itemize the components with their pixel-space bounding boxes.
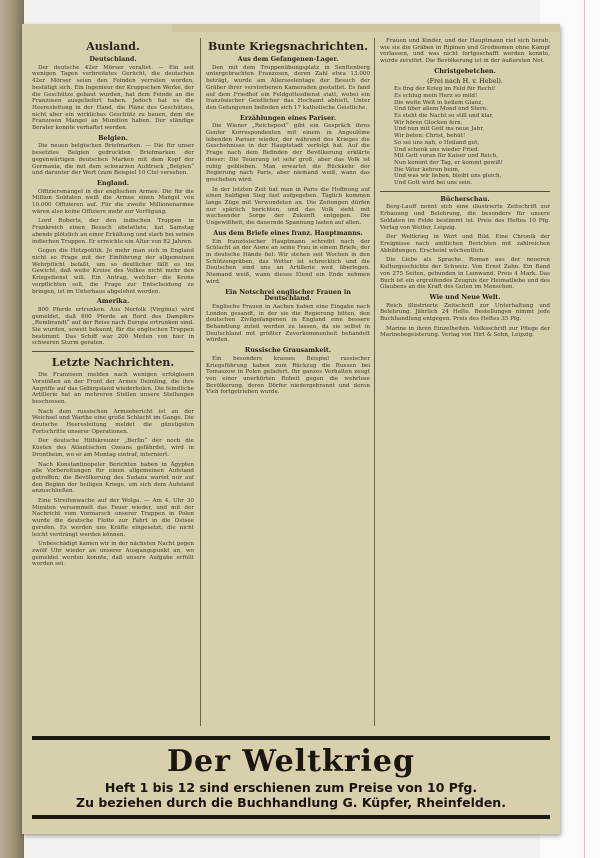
column-divider xyxy=(200,38,201,726)
poem-line: Mit Gott voran für Kaiser und Reich, xyxy=(394,153,499,160)
article-title: Ein Notschrei englischer Frauen in Deutschland. xyxy=(225,287,351,303)
poem-line: Es steht die Nacht so still und klar, xyxy=(394,113,494,120)
book-spine xyxy=(0,0,24,858)
banner-rule xyxy=(32,736,550,740)
article-paragraph: Der deutsche 42er Mörser veraltet. — Ein seit wenigen Tagen verbreitetes Gerücht, die deutschen 42er Mörser seien den Feinden verraten worden, bestätigt sich. Ein Ingenieur der Kruppschen Werke, der die Geschütze gebaut wurden, hat dem Feinde an die Franzosen ausgeliefert haben. Jedoch hat es die Heeresleitung in der Hand, die Pläne des Geschützes, nicht aber ein wirkliches Geschütz zu bauen, dem die Franzosen Mangel an Munition haben. Der ständige Berater konnte verhaftet werden. xyxy=(32,64,194,132)
article-title: Erzählungen eines Pariser. xyxy=(239,113,337,122)
poem-line: Die Väter kehren heim, xyxy=(394,166,460,173)
article-title: Aus dem Briefe eines franz. Hauptmanns. xyxy=(213,228,363,237)
article-paragraph: Gegen die Hetzpolitik. Je mehr man sich in England nicht so Frage mit der Einführung der allgemeinen Wehrpflicht befaßt, um so deutlicher fällt es ins Gewicht, daß weite Kreise des Volkes nicht mehr den Kriegsdienst will. Ein Antrag, welcher die Krone verpflichten soll, die Frage zur Entscheidung zu bringen, ist im Unterhaus abgelehnt worden. xyxy=(32,248,194,295)
review-paragraph: Die Liebe als Sprache. Roman aus der neueren Kulturgeschichte der Schweiz. Von Ernst Zahn. Ein Band von 275 Seiten, gebunden in Leinwand. Preis 4 Mark. Das Buch ist ein ergreifendes Zeugnis der Heimatliebe und des Glaubens an die Kraft des Guten im Menschen. xyxy=(380,257,550,291)
article-paragraph: Den mit dem Truppenübungsplatz in Senftenberg untergebrachten Franzosen, deren Zahl etwa 13.000 beträgt, wurde am Allerseelentage der Besuch der Gräber ihrer verstorbenen Kameraden gestattet. Es fand auf dem Friedhof ein Feldgottesdienst statt, wobei ein französischer Geistlicher das Hochamt abhielt. Unter den Gefangenen befinden sich 17 katholische Geistliche. xyxy=(206,64,370,111)
section-heading: Bunte Kriegsnachrichten. xyxy=(207,40,368,53)
poem-author: (Frei nach H. v. Hebel). xyxy=(427,76,503,85)
banner-title: Der Weltkrieg xyxy=(167,744,415,779)
article-paragraph: Die neuen belgischen Briefmarken. — Die für unser besetztes Belgien gedruckten Briefmarken der gegenwärtigen deutschen Marken mit dem Kopf der Germania, die mit dem schwarzen Aufdruck „Belgien“ und darunter der Wert (zum Beispiel 10 Cts) versehen. xyxy=(32,143,194,177)
review-paragraph: Reich illustrierte Zeitschrift zur Unterhaltung und Belehrung. Jährlich 24 Hefte. Bestellungen nimmt jede Buchhandlung entgegen. Preis des Heftes 35 Pfg. xyxy=(380,302,550,323)
article-paragraph: Ein französischer Hauptmann schreibt nach der Schlacht an der Aisne an seine Frau in einem Briefe, der in deutsche Hände fiel: Wir stehen seit Wochen in den Schützengräben, das Wetter ist schrecklich und die Deutschen sind uns an Artillerie weit überlegen. Niemand weiß, wann dieses Elend ein Ende nehmen wird. xyxy=(206,238,370,285)
poem-line: Wir beten: Christ, behüt! xyxy=(394,133,466,140)
article-title: Amerika. xyxy=(96,297,130,306)
magazine-heading: Wie und Neue Welt. xyxy=(429,292,501,301)
article-title: Aus dem Gefangenen-Lager. xyxy=(237,55,339,63)
poem-line: Und nun mit Gott ins neue Jahr, xyxy=(394,126,485,133)
column-divider xyxy=(374,38,375,726)
article-paragraph: Englische Frauen in Aachen haben eine Eingabe nach London gesandt, in der sie die Regierung bitten, den deutschen Zivilgefangenen in England eine bessere Behandlung zuteil werden zu lassen, da sie selbst in Deutschland mit größter Zuvorkommenheit behandelt würden. xyxy=(206,303,370,344)
advertisement-banner xyxy=(32,736,550,828)
news-paragraph: Die Franzosen melden nach wenigen erfolglosen Vorstößen an der Front der Armee Deimling, die ihre Angriffe auf das Gebirgsland wiederholen. Die feindliche Artillerie hat an mehreren Stellen unsere Stellungen beschossen. xyxy=(32,372,194,405)
divider xyxy=(380,191,550,192)
article-title: Russische Grausamkeit. xyxy=(244,346,332,355)
column-bunte xyxy=(206,38,370,399)
article-paragraph: Frauen und Kinder, und der Hauptmann rief sich herab, wie sie die Gräben in Ripinen und Grodnomen ohne Kampf verlassen, und was nicht fortgeschafft werden konnte, wurde zerstört. Die Bevölkerung ist in der äußersten Not. xyxy=(380,38,550,65)
review-paragraph: Berg-Lauff nennt sich eine illustrierte Zeitschrift zur Erbauung und Belehrung, die besonders für unsere Soldaten im Felde bestimmt ist. Preis des Heftes 10 Pfg. Verlag von Wetter, Leipzig. xyxy=(380,204,550,231)
poem-line: Wir hören Glocken fern. xyxy=(394,119,463,126)
banner-line-1: Heft 1 bis 12 sind erschienen zum Preise von 10 Pfg. xyxy=(104,780,478,795)
banner-rule xyxy=(32,815,550,819)
column-right xyxy=(380,38,550,342)
news-paragraph: Nach Konstantinopeler Berichten haben in Ägypten alle Vorbereitungen für einen allgemeinen Aufstand getroffen; die Bevölkerung des Sudans wartet nur auf den Beginn der heiligen Kriege, um sich dem Aufstand anzuschließen. xyxy=(32,461,194,495)
poem-line: Und schenk uns wieder Fried. xyxy=(394,146,480,153)
section-heading: Ausland. xyxy=(86,40,140,53)
book-review-heading: Bücherschau. xyxy=(440,194,490,203)
column-ausland xyxy=(32,38,194,571)
review-paragraph: Marine in ihren Einzelheiten. Volksschrift zur Pflege der Marinebegeisterung. Verlag von Hirt & Sohn, Leipzig. xyxy=(380,325,550,339)
news-paragraph: Nach dem russischen Armeebericht ist an der Weichsel und Warthe eine große Schlacht im Gange. Die deutsche Heeresleitung meldet die günstigsten Fortschritte unserer Operationen. xyxy=(32,408,194,435)
news-paragraph: Der deutsche Hilfskreuzer „Berlin“ der noch die Küsten des Atlantischen Ozeans gefährdet, wird in Drontheim, wo er am Montag eintraf, interniert. xyxy=(32,438,194,458)
banner-line-2: Zu beziehen durch die Buchhandlung G. Küpfer, Rheinfelden. xyxy=(76,795,506,810)
news-paragraph: Unbeschädigt kamen wir in der nächsten Nacht gegen zwölf Uhr wieder an unserer Ausgangspunkt an, wo gemeldet werden konnte, daß unsere Aufgabe erfüllt worden sei. xyxy=(32,541,194,568)
section-heading-last-news: Letzte Nachrichten. xyxy=(51,356,175,370)
poem-line: Und über allem Mond und Stern. xyxy=(394,106,488,113)
article-paragraph: In der letzten Zeit hat man in Paris die Hoffnung auf einen baldigen Sieg fast aufgegeben. Täglich kommen lange Züge mit Verwundeten an. Die Zeitungen dürfen nur spärlich berichten, und das Volk sieht mit wachsender Sorge der Zukunft entgegen. Die Ungewißheit, die dauernde Spannung lasten auf allen. xyxy=(206,186,370,227)
article-title: England. xyxy=(97,178,129,187)
poem-line: Die weite Welt in hellem Glanz, xyxy=(394,99,483,106)
article-paragraph: Die Wiener „Reichspost“ gibt ein Gespräch ihres Genfer Korrespondenten mit einem in Angoulême lebenden Pariser wieder, der während des Krieges die Geschehnisse in der Hauptstadt verfolgt hat. Auf die Frage nach dem Befinden der Bevölkerung erklärte dieser: Die Teuerung ist sehr groß, aber das Volk ist ruhig geblieben. Man erwartet die Rückkehr der Regierung nach Paris, aber niemand weiß, wann das geschehen wird. xyxy=(206,123,370,183)
poem-line: So sei uns nah, o Heiland gut, xyxy=(394,139,480,146)
article-title: Deutschland. xyxy=(89,55,137,63)
newspaper-page xyxy=(22,24,560,834)
article-paragraph: Offiziersmangel in der englischen Armee. Die für die Million Soldaten weiß die Armee einen Mangel von 10.000 Offizieren auf. Für die zweite Millionenarmee wären also keine Offiziere mehr zur Verfügung. xyxy=(32,188,194,215)
poem-line: Es fing der Krieg im Feld für Recht! xyxy=(394,86,496,93)
poem-line: Nun kommt der Tag, er kommt gewiß! xyxy=(394,159,503,166)
article-paragraph: Lord Roberts, der den indischen Truppen in Frankreich einen Besuch abstattete, hat Samstag abends plötzlich an einer Erkältung und starb bei seinen indischen Truppen. Er erreichte ein Alter von 82 Jahren. xyxy=(32,218,194,245)
poem-line: Es schlug mein Herz so mild! xyxy=(394,92,478,99)
news-paragraph: Eine Streifenwache auf der Wolga. — Am 4. Uhr 30 Minuten versammelt das Feuer wieder, und mit der Nachricht vom Vormarsch unserer Truppen in Polen wurde die deutsche Flotte zur Fahrt in die Ostsee gerufen. Es werden uns Kräfte eingesetzt, die nicht leicht verdrängt werden können. xyxy=(32,498,194,538)
poem-line: Und was wir lieben, bleibt uns gleich, xyxy=(394,173,502,180)
margin-line xyxy=(584,0,585,858)
article-paragraph: 800 Pferde ertrunken. Aus Norfolk (Virginia) wird gemeldet, daß 800 Pferde an Bord des Dampfers „Rembrandt“ auf der Reise nach Europa ertrunken sind. Sie wurden, soweit bekannt, für die englischen Truppen bestimmt. Das Schiff war 200 Meilen von hier in schweren Sturm geraten. xyxy=(32,306,194,347)
article-title: Belgien. xyxy=(98,133,128,142)
poem-line: Und Gott wird bei uns sein. xyxy=(394,180,473,187)
review-paragraph: Der Weltkrieg in Wort und Bild. Eine Chronik der Ereignisse nach amtlichen Berichten mit zahlreichen Abbildungen. Erscheint wöchentlich. xyxy=(380,234,550,254)
article-paragraph: Ein besonders krasses Beispiel russischer Kriegsführung haben zum Rückzug die Russen bei Tomaszow in Polen geliefert. Ihr ganzes Verhalten zeugt von einer unerhörten Roheit gegen die wehrlose Bevölkerung, deren Dörfer niedergebrannt und deren Vieh fortgetrieben wurde. xyxy=(206,355,370,396)
divider xyxy=(32,351,194,352)
poem-title: Christgebetchen. xyxy=(434,66,496,75)
page-edge xyxy=(172,24,560,32)
